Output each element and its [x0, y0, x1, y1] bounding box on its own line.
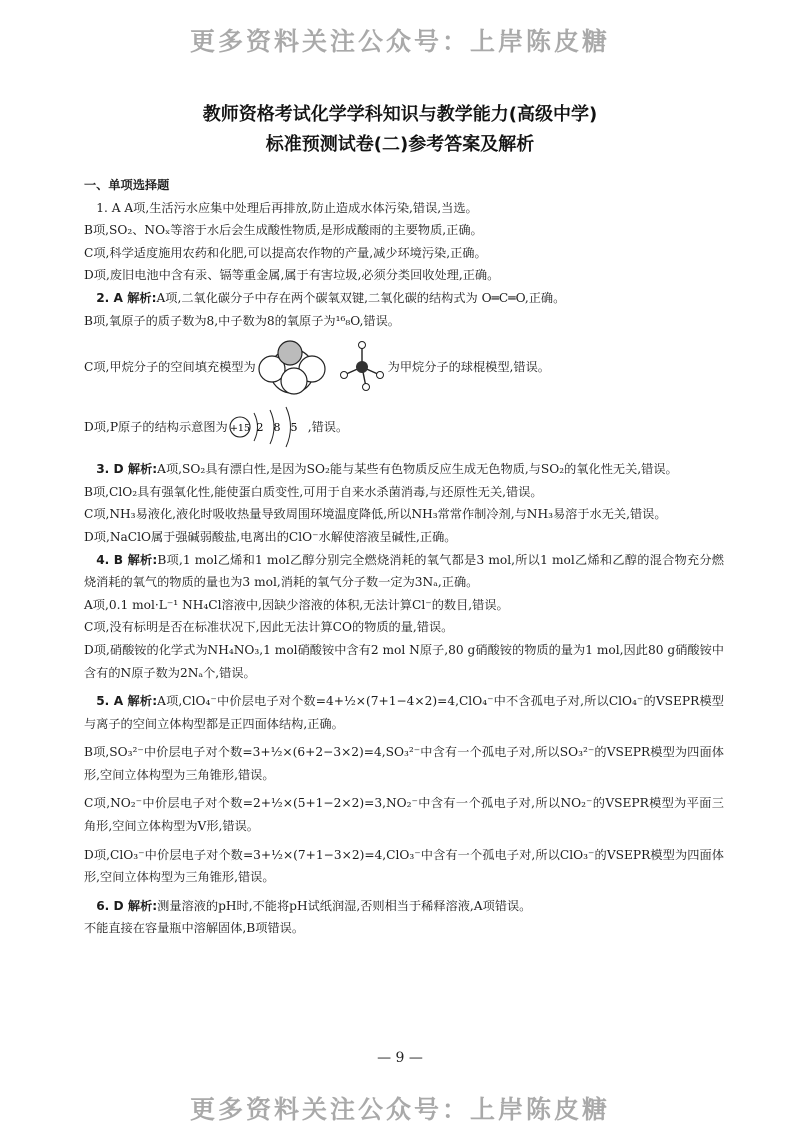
q2d-text-pre: D项,P原子的结构示意图为 — [84, 419, 228, 434]
page-title: 教师资格考试化学学科知识与教学能力(高级中学) — [202, 104, 598, 125]
q6-line-b: 不能直接在容量瓶中溶解固体,B项错误。 — [84, 921, 305, 936]
q2-head: 2. A 解析: — [96, 290, 157, 305]
q2c-text-post: 为甲烷分子的球棍模型,错误。 — [387, 359, 550, 374]
watermark-top: 更多资料关注公众号：上岸陈皮糖 — [189, 27, 610, 56]
q1-line-b: B项,SO₂、NOₓ等溶于水后会生成酸性物质,是形成酸雨的主要物质,正确。 — [84, 223, 483, 238]
q5-line-b: B项,SO₃²⁻中价层电子对个数=3+½×(6+2−3×2)=4,SO₃²⁻中含有一个孤电子对,所以SO₃²⁻的VSEPR模型为四面体形,空间立体构型为三角锥形,错误。 — [84, 745, 724, 782]
q4-line-a: A项,0.1 mol·L⁻¹ NH₄Cl溶液中,因缺少溶液的体积,无法计算Cl⁻的数目,错误。 — [84, 597, 509, 612]
q2-line-c — [84, 338, 724, 396]
answer-content — [84, 174, 724, 940]
q5-line-c: C项,NO₂⁻中价层电子对个数=2+½×(5+1−2×2)=3,NO₂⁻中含有一个孤电子对,所以NO₂⁻的VSEPR模型为平面三角形,空间立体构型为V形,错误。 — [84, 796, 724, 834]
q3-head: 3. D 解析: — [96, 462, 158, 477]
q3-line-d: D项,NaClO属于强碱弱酸盐,电离出的ClO⁻水解使溶液呈碱性,正确。 — [84, 529, 457, 544]
nucleus-label: +15 — [229, 423, 250, 435]
q2d-text-post: ,错误。 — [307, 419, 349, 434]
q2-line-a: 2. A 解析:A项,二氧化碳分子中存在两个碳氧双键,二氧化碳的结构式为 O═C═O,正确。 — [96, 290, 566, 305]
q3-line-a: 3. D 解析:A项,SO₂具有漂白性,是因为SO₂能与某些有色物质反应生成无色物质,与SO₂的氧化性无关,错误。 — [96, 462, 678, 477]
q5-head: 5. A 解析: — [96, 694, 158, 709]
ball-stick-model-image — [336, 339, 388, 395]
q5-line-d: D项,ClO₃⁻中价层电子对个数=3+½×(7+1−3×2)=4,ClO₃⁻中含有一个孤电子对,所以ClO₃⁻的VSEPR模型为四面体形,空间立体构型为三角锥形,错误。 — [84, 847, 724, 885]
shell-1-count: 2 — [256, 421, 264, 435]
q3-line-c: C项,NH₃易液化,液化时吸收热量导致周围环境温度降低,所以NH₃常常作制冷剂,与NH₃易溶于水无关,错误。 — [84, 507, 667, 522]
q4-line-b: 4. B 解析:B项,1 mol乙烯和1 mol乙醇分别完全燃烧消耗的氧气都是3 mol,所以1 mol乙烯和乙醇的混合物充分燃烧消耗的氧气的物质的量也为3 mol,消耗的氧气分子数一定为3Nₐ,正确。 — [84, 552, 724, 590]
page-subtitle: 标准预测试卷(二)参考答案及解析 — [265, 134, 535, 155]
q6-line-a: 6. D 解析:测量溶液的pH时,不能将pH试纸润湿,否则相当于稀释溶液,A项错误。 — [96, 898, 532, 913]
shell-2-count: 8 — [273, 421, 281, 435]
p-atom-diagram — [228, 405, 308, 449]
q2-line-d — [84, 404, 724, 450]
q4-line-c: C项,没有标明是否在标准状况下,因此无法计算CO的物质的量,错误。 — [84, 620, 454, 635]
space-filling-model-image — [256, 339, 328, 395]
q1-line-d: D项,废旧电池中含有汞、镉等重金属,属于有害垃圾,必须分类回收处理,正确。 — [84, 268, 500, 283]
q4-line-d: D项,硝酸铵的化学式为NH₄NO₃,1 mol硝酸铵中含有2 mol N原子,80 g硝酸铵的物质的量为1 mol,因此80 g硝酸铵中含有的N原子数为2Nₐ个,错误。 — [84, 642, 724, 680]
q5-line-a: 5. A 解析:A项,ClO₄⁻中价层电子对个数=4+½×(7+1−4×2)=4,ClO₄⁻中不含孤电子对,所以ClO₄⁻的VSEPR模型与离子的空间立体构型都是正四面体结构,正确。 — [84, 694, 724, 731]
q4-head: 4. B 解析: — [96, 552, 158, 567]
page-number: — 9 — — [377, 1050, 423, 1066]
section-heading: 一、单项选择题 — [84, 178, 170, 192]
q3-line-b: B项,ClO₂具有强氧化性,能使蛋白质变性,可用于自来水杀菌消毒,与还原性无关,错误。 — [84, 484, 543, 499]
q1-line-c: C项,科学适度施用农药和化肥,可以提高农作物的产量,减少环境污染,正确。 — [84, 245, 487, 260]
shell-3-count: 5 — [290, 421, 298, 435]
q6-head: 6. D 解析: — [96, 898, 158, 913]
q1-line-a: 1. A A项,生活污水应集中处理后再排放,防止造成水体污染,错误,当选。 — [96, 200, 478, 215]
watermark-bottom: 更多资料关注公众号：上岸陈皮糖 — [189, 1095, 610, 1124]
q2c-text-pre: C项,甲烷分子的空间填充模型为 — [84, 359, 256, 374]
q2-line-b: B项,氧原子的质子数为8,中子数为8的氧原子为¹⁶₈O,错误。 — [84, 313, 400, 328]
